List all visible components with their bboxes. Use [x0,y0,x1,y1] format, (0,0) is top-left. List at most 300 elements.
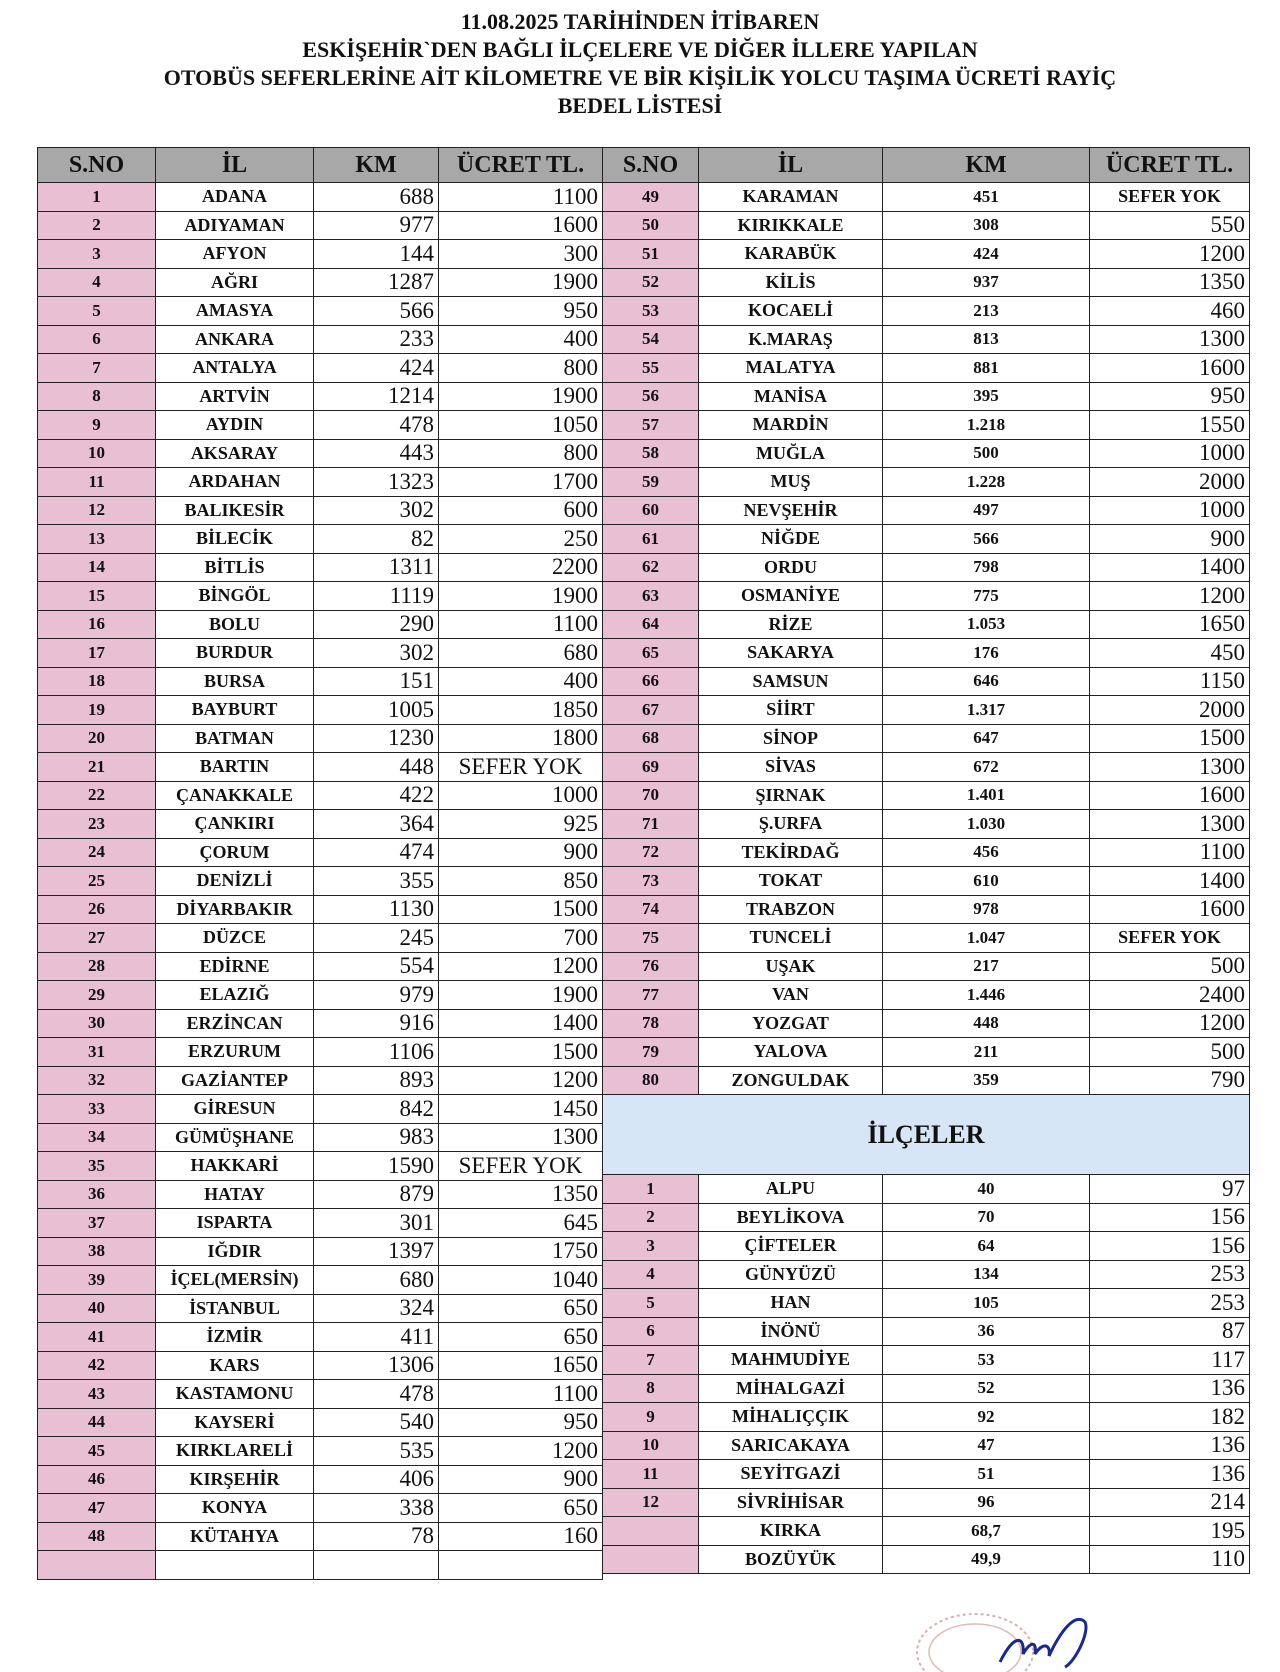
row-sno: 78 [603,1009,699,1038]
row-sno: 64 [603,610,699,639]
row-il: KİLİS [699,268,883,297]
row-sno: 66 [603,667,699,696]
row-ucret: 790 [1090,1066,1250,1095]
row-ucret: 1600 [1090,354,1250,383]
row-il: ŞIRNAK [699,781,883,810]
row-km: 233 [314,325,439,354]
row-km: 395 [883,382,1090,411]
header-sno: S.NO [38,148,156,183]
row-sno: 42 [38,1351,156,1380]
row-sno: 52 [603,268,699,297]
row-il: ARTVİN [156,382,314,411]
table-row [603,553,1250,582]
row-ucret: 550 [1090,211,1250,240]
row-ucret: 1300 [1090,753,1250,782]
row-sno: 24 [38,838,156,867]
row-sno: 53 [603,297,699,326]
row-sno: 69 [603,753,699,782]
row-sno: 12 [603,1488,699,1517]
row-ucret: 900 [439,1465,603,1494]
table-row [38,240,603,269]
row-ucret: SEFER YOK [1090,924,1250,953]
row-il: TOKAT [699,867,883,896]
table-row [38,582,603,611]
row-il: GÜMÜŞHANE [156,1123,314,1152]
ilce-row [603,1346,1250,1375]
row-km: 406 [314,1465,439,1494]
row-ucret: 1040 [439,1266,603,1295]
row-ucret: 1300 [1090,810,1250,839]
row-ucret: 645 [439,1209,603,1238]
row-ucret: 400 [439,325,603,354]
row-km: 775 [883,582,1090,611]
row-ilce: BOZÜYÜK [699,1545,883,1574]
row-il: KARABÜK [699,240,883,269]
table-row [38,325,603,354]
row-sno: 79 [603,1038,699,1067]
row-sno: 44 [38,1408,156,1437]
row-km: 49,9 [883,1545,1090,1574]
row-ucret: 1850 [439,696,603,725]
row-ilce: SİVRİHİSAR [699,1488,883,1517]
table-row [38,1180,603,1209]
table-row [38,1465,603,1494]
row-ucret: 950 [439,1408,603,1437]
row-il: MUŞ [699,468,883,497]
row-il: ANTALYA [156,354,314,383]
row-sno: 75 [603,924,699,953]
ilce-row [603,1431,1250,1460]
header-km: KM [314,148,439,183]
row-km: 301 [314,1209,439,1238]
table-row [38,1408,603,1437]
table-row [38,1009,603,1038]
table-row [603,639,1250,668]
table-row [38,1066,603,1095]
ilce-row [603,1175,1250,1204]
row-sno: 1 [603,1175,699,1204]
row-il: ÇANKIRI [156,810,314,839]
row-il: KASTAMONU [156,1380,314,1409]
ilce-row [603,1460,1250,1489]
table-row [38,525,603,554]
row-il: ORDU [699,553,883,582]
row-ucret: 1200 [1090,1009,1250,1038]
row-km: 1130 [314,895,439,924]
row-km: 1.228 [883,468,1090,497]
row-km: 566 [314,297,439,326]
table-row [38,1123,603,1152]
ilce-row [603,1289,1250,1318]
row-sno: 36 [38,1180,156,1209]
row-il: ISPARTA [156,1209,314,1238]
table-row [38,952,603,981]
row-ucret: 1900 [439,268,603,297]
table-row [38,468,603,497]
row-ucret: 1550 [1090,411,1250,440]
row-sno: 4 [38,268,156,297]
row-sno: 67 [603,696,699,725]
row-ucret: 1200 [1090,240,1250,269]
row-ilce: İNÖNÜ [699,1317,883,1346]
row-ucret: 136 [1090,1374,1250,1403]
table-row [603,781,1250,810]
row-km: 1306 [314,1351,439,1380]
row-ucret: 1500 [439,1038,603,1067]
row-sno: 3 [38,240,156,269]
ilce-row [603,1203,1250,1232]
row-ucret: 1150 [1090,667,1250,696]
row-km: 1106 [314,1038,439,1067]
table-row [38,724,603,753]
row-ucret: 156 [1090,1203,1250,1232]
row-sno: 11 [38,468,156,497]
table-header-row [603,148,1250,183]
row-km: 881 [883,354,1090,383]
row-sno: 80 [603,1066,699,1095]
row-il: BURDUR [156,639,314,668]
row-ucret: 1100 [439,183,603,212]
row-il: K.MARAŞ [699,325,883,354]
row-sno: 45 [38,1437,156,1466]
row-ucret: 1800 [439,724,603,753]
row-sno: 41 [38,1323,156,1352]
table-row [603,724,1250,753]
row-sno: 7 [603,1346,699,1375]
row-ucret: 400 [439,667,603,696]
row-km: 422 [314,781,439,810]
table-row [603,1009,1250,1038]
row-ilce: MAHMUDİYE [699,1346,883,1375]
row-il: YALOVA [699,1038,883,1067]
table-row [603,895,1250,924]
row-ucret: SEFER YOK [439,753,603,782]
row-ucret: 1400 [439,1009,603,1038]
row-km: 53 [883,1346,1090,1375]
row-il: AFYON [156,240,314,269]
row-ucret: 1200 [439,952,603,981]
row-il: ERZİNCAN [156,1009,314,1038]
row-sno: 9 [603,1403,699,1432]
row-sno: 10 [38,439,156,468]
row-ucret: 1300 [439,1123,603,1152]
row-sno: 73 [603,867,699,896]
table-row [38,1351,603,1380]
row-ucret: 1050 [439,411,603,440]
row-km: 1.053 [883,610,1090,639]
title-line-4: BEDEL LİSTESİ [557,93,723,118]
row-sno: 35 [38,1152,156,1181]
row-km: 411 [314,1323,439,1352]
row-km: 176 [883,639,1090,668]
row-ucret: 1000 [439,781,603,810]
row-il: BALIKESİR [156,496,314,525]
row-sno: 50 [603,211,699,240]
table-row [38,1323,603,1352]
row-sno: 3 [603,1232,699,1261]
row-km: 78 [314,1522,439,1551]
row-km: 324 [314,1294,439,1323]
row-km: 478 [314,411,439,440]
row-km: 355 [314,867,439,896]
row-km: 842 [314,1095,439,1124]
row-ucret: 1600 [1090,781,1250,810]
row-sno: 10 [603,1431,699,1460]
ilce-row [603,1232,1250,1261]
row-km: 1287 [314,268,439,297]
provinces-table-right [602,147,1250,1574]
table-row [603,1066,1250,1095]
row-ucret: 650 [439,1294,603,1323]
row-ucret: 156 [1090,1232,1250,1261]
row-ucret: 1000 [1090,439,1250,468]
row-sno: 72 [603,838,699,867]
table-row [38,810,603,839]
row-sno: 9 [38,411,156,440]
row-il: EDİRNE [156,952,314,981]
row-km: 424 [314,354,439,383]
row-km: 1.047 [883,924,1090,953]
row-il: KONYA [156,1494,314,1523]
row-il: UŞAK [699,952,883,981]
table-row [38,553,603,582]
row-il: GİRESUN [156,1095,314,1124]
ilce-row [603,1545,1250,1574]
row-il: BAYBURT [156,696,314,725]
row-km: 647 [883,724,1090,753]
row-km: 36 [883,1317,1090,1346]
row-il: ADIYAMAN [156,211,314,240]
row-ucret: 1650 [439,1351,603,1380]
row-sno: 8 [603,1374,699,1403]
row-ilce: ALPU [699,1175,883,1204]
row-il: TEKİRDAĞ [699,838,883,867]
row-ucret: 900 [1090,525,1250,554]
row-km: 217 [883,952,1090,981]
row-ucret: 2000 [1090,696,1250,725]
row-sno: 55 [603,354,699,383]
row-sno: 40 [38,1294,156,1323]
row-sno: 1 [38,183,156,212]
table-row [603,439,1250,468]
row-il: SİİRT [699,696,883,725]
row-sno: 27 [38,924,156,953]
stamp-signature [905,1592,1135,1672]
table-row [603,354,1250,383]
row-km: 1397 [314,1237,439,1266]
row-km: 92 [883,1403,1090,1432]
row-il: HATAY [156,1180,314,1209]
table-row [38,211,603,240]
row-il: BİNGÖL [156,582,314,611]
row-ucret: 87 [1090,1317,1250,1346]
document-title [0,8,1280,120]
row-sno: 70 [603,781,699,810]
row-sno: 23 [38,810,156,839]
row-ucret: 800 [439,354,603,383]
row-il: GAZİANTEP [156,1066,314,1095]
row-sno: 5 [603,1289,699,1318]
row-sno: 63 [603,582,699,611]
row-km: 1.030 [883,810,1090,839]
row-ucret: 160 [439,1522,603,1551]
row-ilce: HAN [699,1289,883,1318]
row-km: 211 [883,1038,1090,1067]
row-sno: 4 [603,1260,699,1289]
provinces-table-left [37,147,603,1580]
row-ilce: ÇİFTELER [699,1232,883,1261]
row-sno: 48 [38,1522,156,1551]
row-km: 680 [314,1266,439,1295]
table-row [603,211,1250,240]
title-line-2: ESKİŞEHİR`DEN BAĞLI İLÇELERE VE DİĞER İLLERE YAPILAN [302,37,978,62]
row-ucret: 1400 [1090,867,1250,896]
header-ucret: ÜCRET TL. [439,148,603,183]
row-km: 500 [883,439,1090,468]
table-row [603,1038,1250,1067]
ilce-row [603,1403,1250,1432]
row-sno: 17 [38,639,156,668]
row-ucret: 300 [439,240,603,269]
row-km: 96 [883,1488,1090,1517]
row-km: 813 [883,325,1090,354]
row-km: 47 [883,1431,1090,1460]
row-km: 1.446 [883,981,1090,1010]
row-ilce: GÜNYÜZÜ [699,1260,883,1289]
row-sno: 71 [603,810,699,839]
row-ucret: 1100 [439,610,603,639]
row-ucret: 2000 [1090,468,1250,497]
row-ucret: 1350 [439,1180,603,1209]
table-row [38,496,603,525]
table-row [38,1038,603,1067]
row-sno: 51 [603,240,699,269]
row-sno: 39 [38,1266,156,1295]
row-sno: 47 [38,1494,156,1523]
row-ucret: 650 [439,1494,603,1523]
table-row [38,1095,603,1124]
table-row [603,667,1250,696]
row-il: AĞRI [156,268,314,297]
row-ilce: BEYLİKOVA [699,1203,883,1232]
row-il: ÇANAKKALE [156,781,314,810]
row-sno: 14 [38,553,156,582]
row-sno: 22 [38,781,156,810]
ilce-row [603,1517,1250,1546]
row-il: YOZGAT [699,1009,883,1038]
row-km: 688 [314,183,439,212]
row-km: 1230 [314,724,439,753]
row-il: BOLU [156,610,314,639]
row-il: HAKKARİ [156,1152,314,1181]
table-row [603,382,1250,411]
row-il: MARDİN [699,411,883,440]
row-km: 290 [314,610,439,639]
row-km: 879 [314,1180,439,1209]
row-sno: 28 [38,952,156,981]
row-km: 979 [314,981,439,1010]
ilceler-section-title: İLÇELER [603,1095,1250,1175]
row-ucret: 195 [1090,1517,1250,1546]
row-ucret: 1400 [1090,553,1250,582]
row-sno: 58 [603,439,699,468]
row-il: OSMANİYE [699,582,883,611]
row-ilce: MİHALGAZİ [699,1374,883,1403]
row-km: 134 [883,1260,1090,1289]
table-row [38,268,603,297]
row-il: BATMAN [156,724,314,753]
row-km: 456 [883,838,1090,867]
row-il: ERZURUM [156,1038,314,1067]
ilce-row [603,1260,1250,1289]
row-ucret: 1300 [1090,325,1250,354]
row-km: 443 [314,439,439,468]
table-row [38,1380,603,1409]
row-il: MUĞLA [699,439,883,468]
row-km: 64 [883,1232,1090,1261]
row-km: 1.317 [883,696,1090,725]
row-sno: 2 [603,1203,699,1232]
row-km: 1214 [314,382,439,411]
row-il: NİĞDE [699,525,883,554]
row-km: 566 [883,525,1090,554]
table-row [38,924,603,953]
row-il: BİLECİK [156,525,314,554]
row-sno: 26 [38,895,156,924]
row-sno: 25 [38,867,156,896]
table-row [38,1294,603,1323]
row-km: 497 [883,496,1090,525]
row-sno: 46 [38,1465,156,1494]
row-sno: 12 [38,496,156,525]
table-row [603,325,1250,354]
row-sno: 31 [38,1038,156,1067]
row-sno: 15 [38,582,156,611]
table-row [603,268,1250,297]
row-ucret: 2400 [1090,981,1250,1010]
row-sno: 49 [603,183,699,212]
table-header-row [38,148,603,183]
row-sno: 76 [603,952,699,981]
row-ucret: 950 [439,297,603,326]
row-ucret: 1500 [1090,724,1250,753]
row-il: KARAMAN [699,183,883,212]
row-km: 51 [883,1460,1090,1489]
row-ilce: KIRKA [699,1517,883,1546]
row-ucret: 1200 [439,1066,603,1095]
row-il: TUNCELİ [699,924,883,953]
table-row [38,1237,603,1266]
row-ucret: 700 [439,924,603,953]
table-row [38,297,603,326]
row-sno: 16 [38,610,156,639]
row-sno: 68 [603,724,699,753]
table-row [38,667,603,696]
table-row [603,981,1250,1010]
row-km: 646 [883,667,1090,696]
row-km: 151 [314,667,439,696]
row-km: 672 [883,753,1090,782]
row-ucret: 500 [1090,1038,1250,1067]
row-ucret: 182 [1090,1403,1250,1432]
table-row [38,610,603,639]
row-sno: 57 [603,411,699,440]
row-km: 798 [883,553,1090,582]
row-sno [38,1551,156,1580]
row-km: 535 [314,1437,439,1466]
row-km: 937 [883,268,1090,297]
row-sno: 60 [603,496,699,525]
